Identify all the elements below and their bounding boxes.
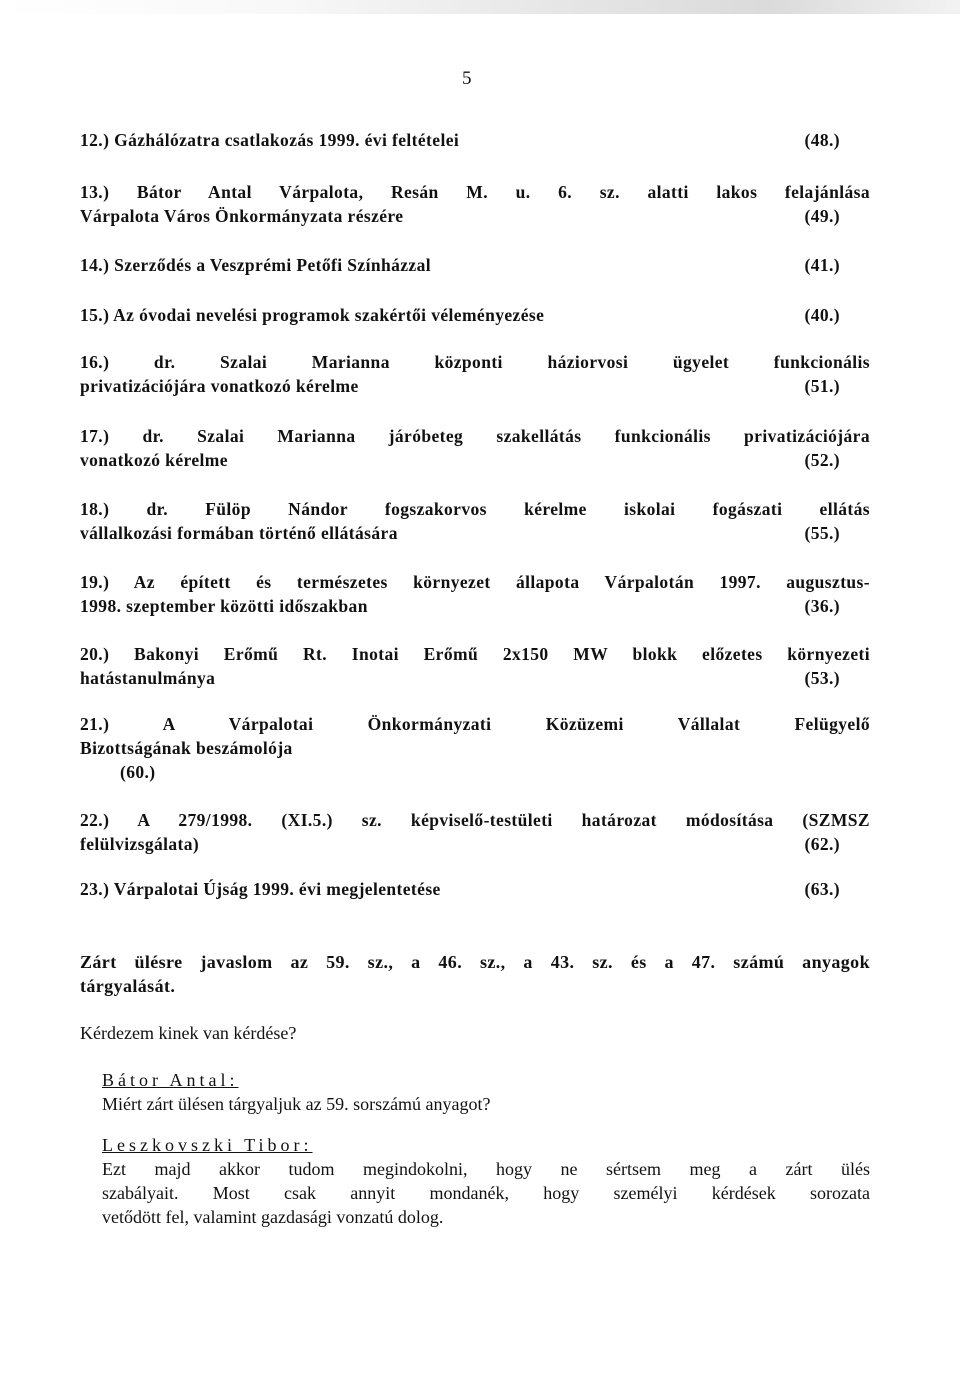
agenda-item-text: vállalkozási formában történő ellátására [80,523,398,543]
agenda-item-23 [80,877,870,901]
agenda-item-ref: (41.) [804,255,840,275]
closed-session-proposal [80,950,870,998]
agenda-item-text: 20.) Bakonyi Erőmű Rt. Inotai Erőmű 2x150 MW blokk előzetes környezeti [80,644,870,664]
agenda-item-text: 1998. szeptember közötti időszakban [80,596,368,616]
speaker-name: Leszkovszki Tibor: [102,1135,313,1155]
agenda-item-13 [80,180,870,228]
question-line [80,1021,870,1045]
agenda-item-ref: (62.) [804,834,840,854]
speaker-text: Miért zárt ülésen tárgyaljuk az 59. sorszámú anyagot? [102,1094,491,1114]
agenda-item-text: hatástanulmánya [80,668,216,688]
agenda-item-ref: (49.) [804,206,840,226]
agenda-item-18 [80,497,870,545]
agenda-item-12 [80,128,870,152]
speaker-block-2 [80,1133,870,1229]
agenda-item-text: 14.) Szerződés a Veszprémi Petőfi Színházzal [80,255,432,275]
page-number: 5 [462,68,472,89]
agenda-item-ref: (36.) [804,596,840,616]
agenda-item-text: Várpalota Város Önkormányzata részére [80,206,404,226]
agenda-item-21 [80,712,870,784]
speaker-block-1 [80,1068,870,1116]
agenda-item-ref: (60.) [120,762,156,782]
agenda-item-14 [80,253,870,277]
agenda-item-text: felülvizsgálata) [80,834,200,854]
agenda-item-17 [80,424,870,472]
agenda-item-ref: (48.) [804,130,840,150]
agenda-item-ref: (53.) [804,668,840,688]
proposal-line: Zárt ülésre javaslom az 59. sz., a 46. sz., a 43. sz. és a 47. számú anyagok [80,952,870,972]
agenda-item-19 [80,570,870,618]
agenda-item-text: 15.) Az óvodai nevelési programok szakértői véleményezése [80,305,545,325]
scan-edge-artifact [0,0,960,14]
agenda-item-16 [80,350,870,398]
agenda-item-15 [80,303,870,327]
agenda-item-text: privatizációjára vonatkozó kérelme [80,376,359,396]
agenda-item-text: vonatkozó kérelme [80,450,228,470]
agenda-item-ref: (52.) [804,450,840,470]
agenda-item-ref: (63.) [804,879,840,899]
speaker-text: szabályait. Most csak annyit mondanék, hogy személyi kérdések sorozata [102,1183,870,1203]
agenda-item-text: 16.) dr. Szalai Marianna központi háziorvosi ügyelet funkcionális [80,352,870,372]
agenda-item-text: 17.) dr. Szalai Marianna járóbeteg szakellátás funkcionális privatizációjára [80,426,870,446]
speaker-name: Bátor Antal: [102,1070,239,1090]
speaker-text: vetődött fel, valamint gazdasági vonzatú dolog. [102,1207,444,1227]
agenda-item-text: 13.) Bátor Antal Várpalota, Resán M. u. 6. sz. alatti lakos felajánlása [80,182,870,202]
question-text: Kérdezem kinek van kérdése? [80,1023,297,1043]
agenda-item-text: 18.) dr. Fülöp Nándor fogszakorvos kérelme iskolai fogászati ellátás [80,499,870,519]
speaker-text: Ezt majd akkor tudom megindokolni, hogy ne sértsem meg a zárt ülés [102,1159,870,1179]
agenda-item-text: 12.) Gázhálózatra csatlakozás 1999. évi feltételei [80,130,460,150]
proposal-line: tárgyalását. [80,976,176,996]
agenda-item-text: Bizottságának beszámolója [80,738,293,758]
agenda-item-text: 23.) Várpalotai Újság 1999. évi megjelentetése [80,879,441,899]
agenda-item-ref: (51.) [804,376,840,396]
agenda-item-ref: (40.) [804,305,840,325]
agenda-item-text: 21.) A Várpalotai Önkormányzati Közüzemi Vállalat Felügyelő [80,714,870,734]
agenda-item-20 [80,642,870,690]
agenda-item-22 [80,808,870,856]
agenda-item-text: 19.) Az épített és természetes környezet állapota Várpalotán 1997. augusztus- [80,572,870,592]
agenda-item-text: 22.) A 279/1998. (XI.5.) sz. képviselő-testületi határozat módosítása (SZMSZ [80,810,870,830]
agenda-item-ref: (55.) [804,523,840,543]
